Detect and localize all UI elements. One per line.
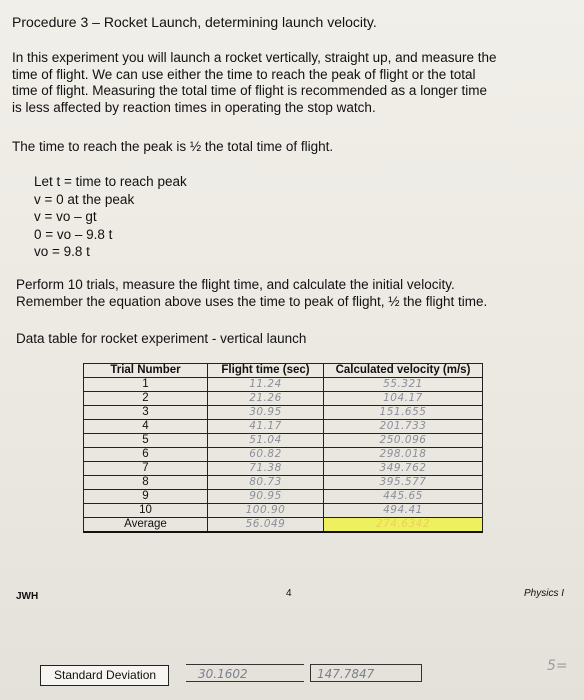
table-row — [84, 462, 483, 476]
rocket-data-table — [83, 363, 483, 533]
velocity-cell[interactable]: 151.655 — [324, 406, 483, 420]
flight-time-cell[interactable]: 11.24 — [208, 378, 324, 392]
average-velocity[interactable]: 274.6342 — [324, 518, 483, 533]
std-dev-label: Standard Deviation — [54, 668, 157, 682]
peak-statement: The time to reach the peak is ½ the total time of flight. — [12, 139, 334, 154]
average-label: Average — [84, 518, 208, 533]
equation-line: v = vo – gt — [34, 209, 97, 224]
flight-time-cell[interactable]: 41.17 — [208, 420, 324, 434]
intro-line: time of flight. Measuring the total time of flight is recommended as a longer time — [12, 83, 487, 98]
trial-number-cell: 3 — [84, 406, 208, 420]
flight-time-cell[interactable]: 90.95 — [208, 490, 324, 504]
flight-time-cell[interactable]: 21.26 — [208, 392, 324, 406]
velocity-cell[interactable]: 395.577 — [324, 476, 483, 490]
flight-time-cell[interactable]: 80.73 — [208, 476, 324, 490]
equations-block — [34, 173, 187, 261]
std-dev-velocity[interactable]: 147.7847 — [310, 664, 422, 682]
table-row — [84, 448, 483, 462]
trial-number-cell: 9 — [84, 490, 208, 504]
header-flight-time: Flight time (sec) — [208, 364, 324, 378]
velocity-cell[interactable]: 201.733 — [324, 420, 483, 434]
trial-number-cell: 4 — [84, 420, 208, 434]
velocity-cell[interactable]: 104.17 — [324, 392, 483, 406]
table-header-row — [84, 364, 483, 378]
flight-time-cell[interactable]: 100.90 — [208, 504, 324, 518]
header-trial-number: Trial Number — [84, 364, 208, 378]
table-row — [84, 476, 483, 490]
trial-number-cell: 1 — [84, 378, 208, 392]
velocity-cell[interactable]: 445.65 — [324, 490, 483, 504]
table-row — [84, 406, 483, 420]
flight-time-cell[interactable]: 51.04 — [208, 434, 324, 448]
trial-number-cell: 2 — [84, 392, 208, 406]
intro-paragraph — [12, 50, 572, 116]
flight-time-cell[interactable]: 71.38 — [208, 462, 324, 476]
equation-line: 0 = vo – 9.8 t — [34, 226, 113, 242]
page-number: 4 — [286, 588, 292, 599]
table-title: Data table for rocket experiment - vertical launch — [16, 331, 307, 346]
instruction-line: Perform 10 trials, measure the flight time, and calculate the initial velocity. — [16, 277, 455, 292]
velocity-cell[interactable]: 349.762 — [324, 462, 483, 476]
trial-number-cell: 10 — [84, 504, 208, 518]
equation-line: Let t = time to reach peak — [34, 174, 187, 189]
intro-line: is less affected by reaction times in operating the stop watch. — [12, 99, 376, 115]
table-row — [84, 392, 483, 406]
table-row — [84, 434, 483, 448]
flight-time-cell[interactable]: 30.95 — [208, 406, 324, 420]
flight-time-cell[interactable]: 60.82 — [208, 448, 324, 462]
procedure-title: Procedure 3 – Rocket Launch, determining launch velocity. — [12, 14, 377, 30]
trial-number-cell: 5 — [84, 434, 208, 448]
table-row — [84, 420, 483, 434]
footer-author: JWH — [16, 591, 39, 602]
header-calculated-velocity: Calculated velocity (m/s) — [324, 364, 483, 378]
velocity-cell[interactable]: 494.41 — [324, 504, 483, 518]
table-row — [84, 378, 483, 392]
handwritten-edge-mark: 5= — [547, 658, 568, 674]
table-row — [84, 490, 483, 504]
intro-line: time of flight. We can use either the time to reach the peak of flight or the total — [12, 66, 476, 82]
footer-course: Physics I — [524, 588, 565, 599]
trial-number-cell: 6 — [84, 448, 208, 462]
average-flight-time[interactable]: 56.049 — [208, 518, 324, 533]
instruction-line: Remember the equation above uses the time to peak of flight, ½ the flight time. — [16, 294, 488, 309]
velocity-cell[interactable]: 55.321 — [324, 378, 483, 392]
intro-line: In this experiment you will launch a rocket vertically, straight up, and measure the — [12, 50, 497, 65]
average-row — [84, 518, 483, 533]
trial-number-cell: 7 — [84, 462, 208, 476]
equation-line: v = 0 at the peak — [34, 191, 135, 207]
equation-line: vo = 9.8 t — [34, 244, 90, 259]
instructions-block — [16, 276, 487, 310]
velocity-cell[interactable]: 250.096 — [324, 434, 483, 448]
table-row — [84, 504, 483, 518]
std-dev-flight-time[interactable]: 30.1602 — [186, 664, 304, 682]
trial-number-cell: 8 — [84, 476, 208, 490]
velocity-cell[interactable]: 298.018 — [324, 448, 483, 462]
